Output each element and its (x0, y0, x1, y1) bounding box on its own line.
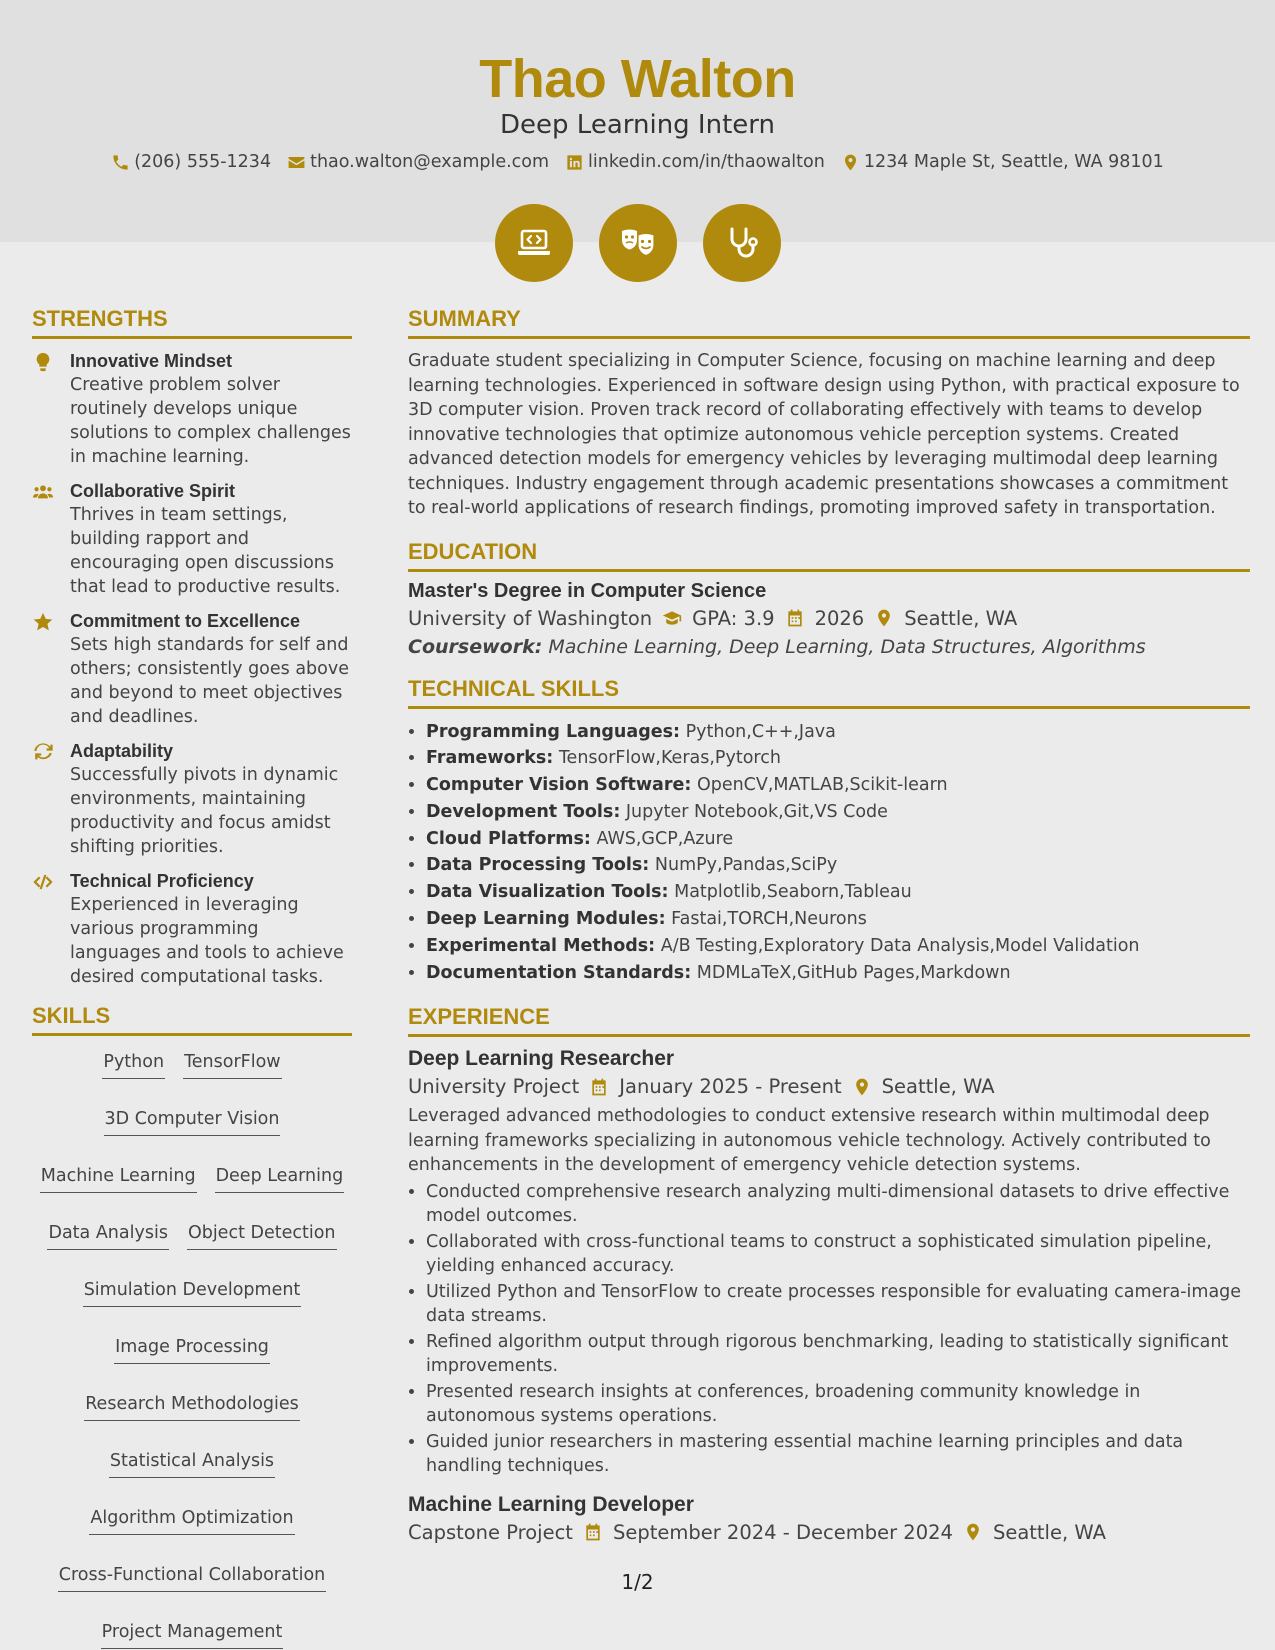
strength-title: Adaptability (70, 741, 174, 761)
list-item: • Conducted comprehensive research analyzing multi-dimensional datasets to drive effective model outcomes. (426, 1180, 1250, 1229)
job-meta (408, 1075, 1250, 1098)
list-item: • Data Processing Tools: NumPy,Pandas,SciPy (426, 852, 1250, 879)
strength-title: Technical Proficiency (70, 871, 254, 891)
address-text: 1234 Maple St, Seattle, WA 98101 (863, 152, 1164, 172)
skills-heading: SKILLS (32, 1003, 352, 1036)
page-number: 1/2 (621, 1570, 654, 1594)
strength-desc: Successfully pivots in dynamic environments, maintaining productivity and focus amidst shifting priorities. (70, 765, 339, 857)
code-icon (32, 871, 54, 893)
skill-tag: Image Processing (114, 1335, 270, 1364)
strength-title: Commitment to Excellence (70, 611, 301, 631)
calendar-icon (583, 1522, 603, 1542)
job-meta (408, 1521, 1250, 1544)
graduation-year: 2026 (814, 606, 865, 630)
list-item: • Programming Languages: Python,C++,Java (426, 719, 1250, 746)
job-org: Capstone Project (408, 1520, 573, 1544)
job-entry (408, 1493, 1250, 1544)
summary-section (408, 306, 1250, 521)
strength-item (32, 349, 352, 469)
list-item: • Guided junior researchers in mastering essential machine learning principles and data handling techniques. (426, 1430, 1250, 1479)
strength-title: Collaborative Spirit (70, 481, 236, 501)
skill-tag: Deep Learning (215, 1164, 345, 1193)
list-item: • Data Visualization Tools: Matplotlib,Seaborn,Tableau (426, 879, 1250, 906)
candidate-role: Deep Learning Intern (500, 110, 775, 140)
map-marker-icon (852, 1077, 872, 1097)
list-item: • Computer Vision Software: OpenCV,MATLAB,Scikit-learn (426, 772, 1250, 799)
job-location: Seattle, WA (881, 1075, 995, 1099)
job-entry (408, 1047, 1250, 1479)
experience-section (408, 1004, 1250, 1544)
skill-tag: Research Methodologies (84, 1392, 300, 1421)
linkedin-icon (565, 153, 584, 172)
list-item: • Utilized Python and TensorFlow to create processes responsible for evaluating camera-image data streams. (426, 1280, 1250, 1329)
skill-tag: Object Detection (187, 1221, 337, 1250)
skill-tag: TensorFlow (183, 1050, 282, 1079)
graduation-cap-icon (662, 608, 682, 628)
coursework (408, 636, 1250, 658)
list-item: • Presented research insights at conferences, broadening community knowledge in autonomous systems operations. (426, 1380, 1250, 1429)
skills-list (32, 1046, 352, 1649)
summary-text: Graduate student specializing in Computer Science, focusing on machine learning and deep learning technologies. Experienced in software design using Python, with practical exposure to 3D computer vision. Proven track record of collaborating effectively with teams to develop innovative technologies that optimize autonomous vehicle perception systems. Created advanced detection models for emergency vehicles by leveraging multimodal deep learning techniques. Industry engagement through academic presentations showcases a commitment to real-world applications of research findings, promoting improved safety in transportation. (408, 351, 1240, 518)
users-icon (32, 481, 54, 503)
list-item: • Deep Learning Modules: Fastai,TORCH,Neurons (426, 906, 1250, 933)
education-heading: EDUCATION (408, 539, 1250, 572)
list-item: • Frameworks: TensorFlow,Keras,Pytorch (426, 745, 1250, 772)
list-item: • Documentation Standards: MDMLaTeX,GitHub Pages,Markdown (426, 960, 1250, 987)
strength-title: Innovative Mindset (70, 351, 233, 371)
strength-desc: Thrives in team settings, building rapport and encouraging open discussions that lead to productive results. (70, 505, 341, 597)
job-description: Leveraged advanced methodologies to conduct extensive research within multimodal deep learning frameworks specializing in autonomous vehicle technology. Actively contributed to enhancements in the development of emergency vehicle detection systems. (408, 1106, 1211, 1176)
skill-tag: Project Management (101, 1620, 284, 1649)
calendar-icon (785, 608, 805, 628)
coursework-label: Coursework: (408, 635, 543, 658)
strength-item (32, 869, 352, 989)
theater-masks-icon (618, 223, 658, 263)
candidate-name: Thao Walton (479, 49, 796, 109)
skill-tag: Data Analysis (47, 1221, 168, 1250)
strength-desc: Creative problem solver routinely develops unique solutions to complex challenges in machine learning. (70, 375, 351, 467)
list-item: • Cloud Platforms: AWS,GCP,Azure (426, 826, 1250, 853)
lightbulb-icon (32, 351, 54, 373)
map-marker-icon (841, 153, 860, 172)
job-org: University Project (408, 1075, 580, 1099)
strength-desc: Sets high standards for self and others; consistently goes above and beyond to meet objectives and deadlines. (70, 635, 350, 727)
stethoscope-badge (703, 204, 781, 282)
skill-tag: 3D Computer Vision (104, 1107, 281, 1136)
sync-icon (32, 741, 54, 763)
skills-section (32, 1003, 352, 1649)
interest-badges (0, 204, 1275, 282)
envelope-icon (287, 153, 306, 172)
stethoscope-icon (722, 223, 762, 263)
education-meta (408, 607, 1250, 630)
map-marker-icon (963, 1522, 983, 1542)
job-title: Machine Learning Developer (408, 1492, 694, 1516)
calendar-icon (589, 1077, 609, 1097)
list-item: • Refined algorithm output through rigorous benchmarking, leading to statistically significant improvements. (426, 1330, 1250, 1379)
phone-icon (111, 153, 130, 172)
education-location: Seattle, WA (904, 606, 1018, 630)
education-section (408, 539, 1250, 658)
contact-linkedin[interactable] (565, 152, 825, 172)
contact-phone[interactable] (111, 152, 271, 172)
summary-heading: SUMMARY (408, 306, 1250, 339)
job-dates: September 2024 - December 2024 (612, 1520, 953, 1544)
skill-tag: Python (102, 1050, 165, 1079)
list-item: • Collaborated with cross-functional teams to construct a sophisticated simulation pipeline, yielding enhanced accuracy. (426, 1230, 1250, 1279)
email-text: thao.walton@example.com (310, 152, 550, 172)
theater-masks-badge (599, 204, 677, 282)
job-dates: January 2025 - Present (619, 1075, 842, 1099)
skill-tag: Simulation Development (83, 1278, 302, 1307)
skill-tag: Machine Learning (40, 1164, 197, 1193)
laptop-code-icon (514, 223, 554, 263)
job-title: Deep Learning Researcher (408, 1047, 675, 1071)
linkedin-text: linkedin.com/in/thaowalton (588, 152, 825, 172)
left-column (32, 306, 352, 1649)
technical-skills-section (408, 676, 1250, 987)
list-item: • Experimental Methods: A/B Testing,Exploratory Data Analysis,Model Validation (426, 933, 1250, 960)
job-bullets (408, 1180, 1250, 1479)
contact-address (841, 152, 1164, 172)
degree-title: Master's Degree in Computer Science (408, 579, 767, 602)
strength-desc: Experienced in leveraging various programming languages and tools to achieve desired computational tasks. (70, 895, 344, 987)
list-item: • Development Tools: Jupyter Notebook,Git,VS Code (426, 799, 1250, 826)
map-marker-icon (874, 608, 894, 628)
laptop-code-badge (495, 204, 573, 282)
star-icon (32, 611, 54, 633)
skill-tag: Cross-Functional Collaboration (58, 1563, 327, 1592)
strength-item (32, 609, 352, 729)
strength-item (32, 479, 352, 599)
strengths-heading: STRENGTHS (32, 306, 352, 339)
skill-tag: Statistical Analysis (109, 1449, 275, 1478)
right-column (408, 306, 1250, 1562)
skill-tag: Algorithm Optimization (89, 1506, 294, 1535)
contact-email[interactable] (287, 152, 549, 172)
school-name: University of Washington (408, 606, 653, 630)
job-location: Seattle, WA (992, 1520, 1106, 1544)
phone-text: (206) 555-1234 (134, 152, 272, 172)
contact-row (0, 152, 1275, 172)
experience-heading: EXPERIENCE (408, 1004, 1250, 1037)
gpa-text: GPA: 3.9 (692, 606, 775, 630)
coursework-list: Machine Learning, Deep Learning, Data Structures, Algorithms (548, 635, 1146, 658)
technical-skills-list (408, 719, 1250, 987)
strength-item (32, 739, 352, 859)
technical-skills-heading: TECHNICAL SKILLS (408, 676, 1250, 709)
